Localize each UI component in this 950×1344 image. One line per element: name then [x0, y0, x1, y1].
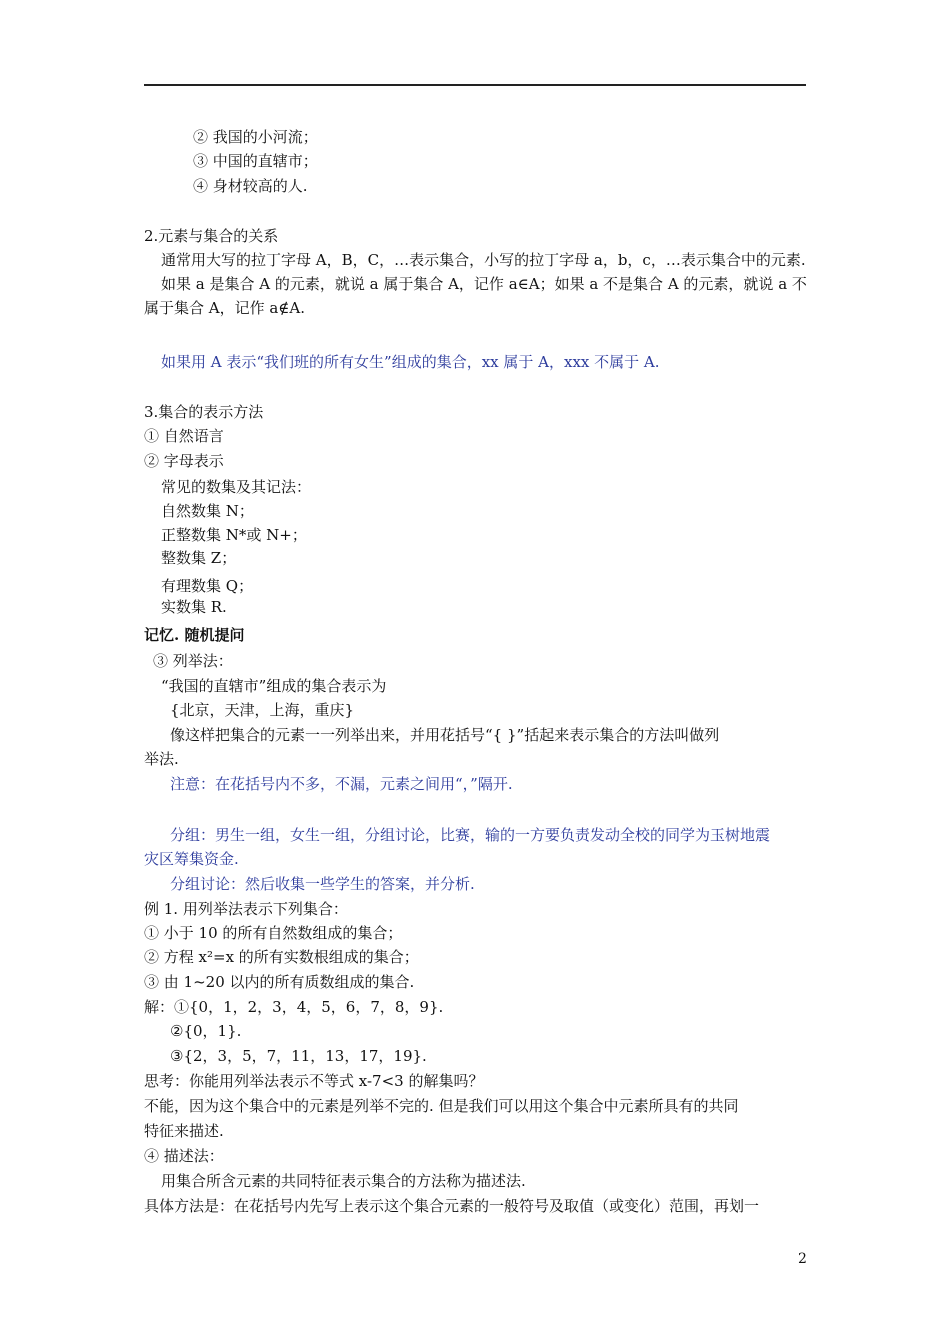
text-line: ① 自然语言 — [144, 427, 224, 445]
text-line: 属于集合 A，记作 a∉A. — [144, 299, 306, 317]
text-line: 自然数集 N； — [161, 502, 254, 520]
text-line: 常见的数集及其记法： — [161, 478, 312, 496]
header-rule — [144, 84, 806, 86]
text-line: “我国的直辖市”组成的集合表示为 — [161, 677, 387, 695]
text-line: 注意：在花括号内不多，不漏，元素之间用“，”隔开. — [170, 775, 513, 793]
text-line: ③ 由 1~20 以内的所有质数组成的集合. — [144, 973, 415, 991]
text-line: 2.元素与集合的关系 — [144, 227, 279, 245]
text-line: 例 1. 用列举法表示下列集合： — [144, 900, 348, 918]
text-line: 不能，因为这个集合中的元素是列举不完的. 但是我们可以用这个集合中元素所具有的共同 — [144, 1097, 739, 1115]
text-line: ④ 身材较高的人. — [193, 177, 308, 195]
text-line: ② 方程 x²=x 的所有实数根组成的集合； — [144, 948, 419, 966]
text-line: ②{0，1}. — [170, 1022, 242, 1040]
text-line: 分组：男生一组，女生一组，分组讨论，比赛，输的一方要负责发动全校的同学为玉树地震 — [170, 826, 771, 844]
text-line: 整数集 Z； — [161, 549, 237, 567]
text-line: 3.集合的表示方法 — [144, 403, 264, 421]
text-line: ④ 描述法： — [144, 1147, 224, 1165]
text-line: ③ 中国的直辖市； — [193, 152, 318, 170]
text-line: 思考：你能用列举法表示不等式 x-7<3 的解集吗？ — [144, 1072, 484, 1090]
text-line: ③{2，3，5，7，11，13，17，19}. — [170, 1047, 427, 1065]
text-line: 如果用 A 表示“我们班的所有女生”组成的集合，xx 属于 A，xxx 不属于 A. — [161, 353, 660, 371]
text-line: 正整数集 N*或 N+； — [161, 526, 307, 544]
text-line: ② 我国的小河流； — [193, 128, 318, 146]
page-number: 2 — [798, 1251, 807, 1267]
text-line: 有理数集 Q； — [161, 577, 254, 595]
text-line: 如果 a 是集合 A 的元素，就说 a 属于集合 A，记作 a∈A；如果 a 不是集合 A 的元素，就说 a 不 — [161, 275, 807, 293]
text-line: ③ 列举法： — [153, 652, 233, 670]
text-line: ② 字母表示 — [144, 452, 224, 470]
text-line: 举法. — [144, 750, 179, 768]
text-line: 分组讨论：然后收集一些学生的答案，并分析. — [170, 875, 475, 893]
text-line: 具体方法是：在花括号内先写上表示这个集合元素的一般符号及取值（或变化）范围，再划一 — [144, 1197, 760, 1215]
text-line: ① 小于 10 的所有自然数组成的集合； — [144, 924, 403, 942]
text-line: 通常用大写的拉丁字母 A，B，C，…表示集合，小写的拉丁字母 a，b，c，…表示集合中的元素. — [161, 251, 806, 269]
text-line: 用集合所含元素的共同特征表示集合的方法称为描述法. — [161, 1172, 526, 1190]
text-line: 像这样把集合的元素一一列举出来，并用花括号“{ }”括起来表示集合的方法叫做列 — [170, 726, 720, 744]
section-heading: 记忆. 随机提问 — [144, 626, 245, 644]
text-line: 灾区筹集资金. — [144, 850, 239, 868]
text-line: 解：①{0，1，2，3，4，5，6，7，8，9}. — [144, 998, 444, 1016]
text-line: 实数集 R. — [161, 598, 227, 616]
text-line: 特征来描述. — [144, 1122, 224, 1140]
text-line: {北京，天津，上海，重庆} — [170, 701, 355, 719]
